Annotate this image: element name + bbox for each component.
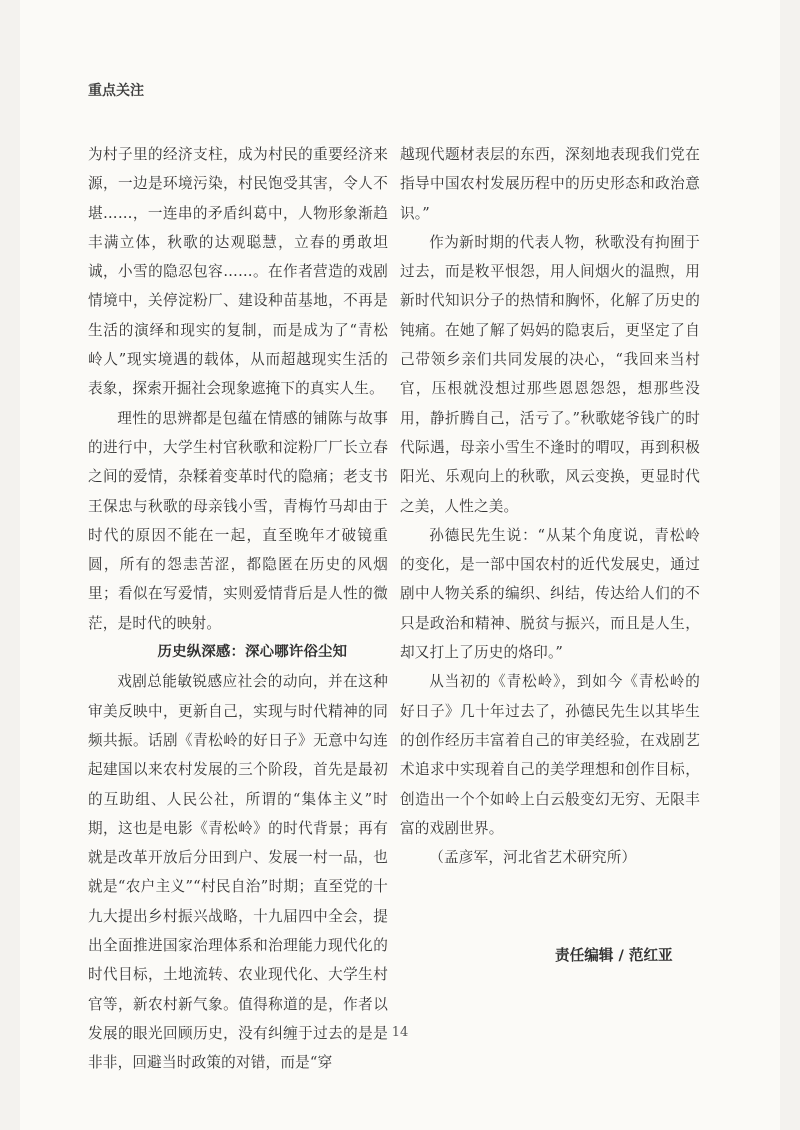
section-subheading: 历史纵深感：深心哪许俗尘知 — [157, 644, 348, 661]
body-paragraph: 孙德民先生说：“从某个角度说，青松岭的变化，是一部中国农村的近代发展史，通过剧中人物关系的编织、纠结，传达给人们的不只是政治和精神、脱贫与振兴，而且是人生，却又打上了历史的烙印。” — [400, 526, 700, 662]
author-signature: （孟彦军，河北省艺术研究所） — [429, 849, 637, 867]
body-paragraph: 戏剧总能敏锐感应社会的动向，并在这种审美反映中，更新自己，实现与时代精神的同频共振。话剧《青松岭的好日子》无意中勾连起建国以来农村发展的三个阶段，首先是最初的互助组、人民公社，所谓的“集体主义”时期，这也是电影《青松岭》的时代背景；再有就是改革开放后分田到户、发展一村一品，也就是“农户主义”“村民自治”时期；直至党的十九大提出乡村振兴战略，十九届四中全会，提出全面推进国家治理体系和治理能力现代化的时代目标，土地流转、农业现代化、大学生村官等，新农村新气象。值得称道的是，作者以发展的眼光回顾历史，没有纠缠于过去的是是非非，回避当时政策的对错，而是“穿 — [88, 673, 388, 1072]
body-paragraph: 为村子里的经济支柱，成为村民的重要经济来源，一边是环境污染，村民饱受其害，令人不堪……，一连串的矛盾纠葛中，人物形象渐趋丰满立体，秋歌的达观聪慧，立春的勇敢坦诚，小雪的隐忍包容……。在作者营造的戏剧情境中，关停淀粉厂、建设种苗基地，不再是生活的演绎和现实的复制，而是成为了“青松岭人”现实境遇的载体，从而超越现实生活的表象，探索开掘社会现象遮掩下的真实人生。 — [88, 146, 388, 398]
section-label: 重点关注 — [88, 83, 144, 99]
body-paragraph: 理性的思辨都是包蕴在情感的铺陈与故事的进行中，大学生村官秋歌和淀粉厂厂长立春之间的爱情，杂糅着变革时代的隐痛；老支书王保忠与秋歌的母亲钱小雪，青梅竹马却由于时代的原因不能在一起，直至晚年才破镜重圆，所有的怨恚苦涩，都隐匿在历史的风烟里；看似在写爱情，实则爱情背后是人性的微茫，是时代的映射。 — [88, 409, 388, 632]
left-column — [88, 140, 388, 1078]
body-paragraph: 从当初的《青松岭》，到如今《青松岭的好日子》几十年过去了，孙德民先生以其毕生的创作经历丰富着自己的审美经验，在戏剧艺术追求中实现着自己的美学理想和创作目标，创造出一个个如岭上白云般变幻无穷、无限丰富的戏剧世界。 — [400, 673, 700, 837]
editor-credit: 责任编辑 / 范红亚 — [555, 947, 673, 964]
body-paragraph: 作为新时期的代表人物，秋歌没有拘囿于过去，而是敉平恨怨，用人间烟火的温煦，用新时代知识分子的热情和胸怀，化解了历史的钝痛。在她了解了妈妈的隐衷后，更坚定了自己带领乡亲们共同发展的决心，“我回来当村官，压根就没想过那些恩恩怨怨，想那些没用，静折腾自己，活亏了。”秋歌姥爷钱广的时代际遇，母亲小雪生不逢时的喟叹，再到积极阳光、乐观向上的秋歌，风云变换，更显时代之美，人性之美。 — [400, 233, 700, 515]
right-column — [400, 140, 700, 872]
page-number: 14 — [391, 1025, 409, 1040]
body-paragraph: 越现代题材表层的东西，深刻地表现我们党在指导中国农村发展历程中的历史形态和政治意识。” — [400, 146, 700, 222]
